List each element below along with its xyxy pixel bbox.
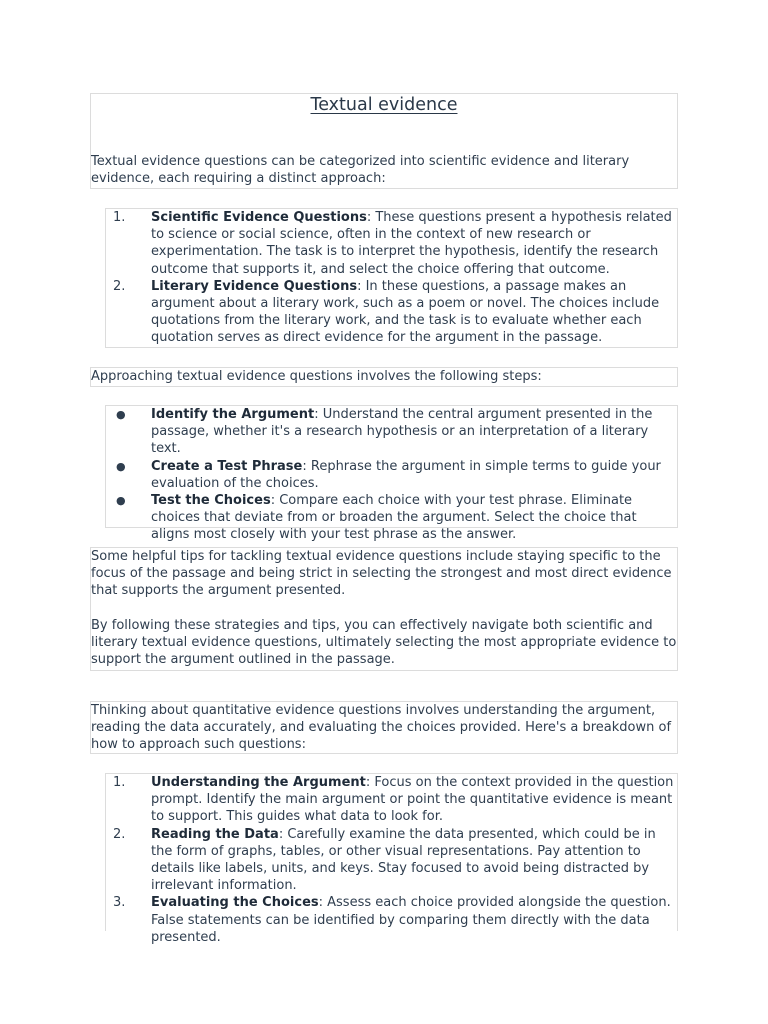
list-item-term: Identify the Argument xyxy=(151,407,315,422)
quant-intro-section xyxy=(90,701,678,754)
steps-list xyxy=(106,406,677,544)
list-number: 2. xyxy=(113,826,126,842)
list-number: 2. xyxy=(113,278,126,294)
list-item xyxy=(106,209,677,278)
list-item xyxy=(106,826,677,895)
evidence-types-list xyxy=(106,209,677,347)
bullet-icon: ● xyxy=(116,459,126,473)
page-title: Textual evidence xyxy=(310,95,458,115)
list-item-term: Scientific Evidence Questions xyxy=(151,210,367,225)
tips-paragraph: Some helpful tips for tackling textual evidence questions include staying specific to the focus of the passage and being strict in selecting the strongest and most direct evidence that supports the argument presented. xyxy=(91,549,672,599)
list-item-term: Create a Test Phrase xyxy=(151,458,303,474)
list-item-term: Test the Choices xyxy=(151,493,271,509)
list-item-text: : Compare each choice with your test phrase. Eliminate choices that deviate from or broaden the argument. Select the choice that aligns most closely with your test phrase as the answer. xyxy=(151,493,637,543)
list-item-term: Reading the Data xyxy=(151,826,279,842)
list-item-term: Literary Evidence Questions xyxy=(151,278,358,294)
list-number: 1. xyxy=(113,210,126,225)
list-item xyxy=(106,406,677,458)
list-item-text: : Carefully examine the data presented, which could be in the form of graphs, tables, or other visual representations. Pay attention to details like labels, units, and keys. Stay focused to avoid being distracted by irrelevant information. xyxy=(151,826,656,894)
list-item xyxy=(106,774,677,826)
steps-intro-section xyxy=(90,367,678,387)
list-item-term: Evaluating the Choices xyxy=(151,895,319,911)
bullet-icon: ● xyxy=(116,408,126,421)
steps-intro: Approaching textual evidence questions involves the following steps: xyxy=(91,369,542,384)
list-item-text: : Assess each choice provided alongside the question. False statements can be identified by comparing them directly with the data presented. xyxy=(151,895,671,945)
steps-section xyxy=(105,405,678,543)
list-number: 1. xyxy=(113,775,126,790)
list-item xyxy=(106,458,677,492)
list-item-text: : Focus on the context provided in the question prompt. Identify the main argument or point the quantitative evidence is meant to support. This guides what data to look for. xyxy=(151,775,674,825)
conclusion-paragraph: By following these strategies and tips, you can effectively navigate both scientific and literary textual evidence questions, ultimately selecting the most appropriate evidence to support the argument outlined in the passage. xyxy=(91,617,677,668)
quant-steps-list xyxy=(106,774,677,946)
list-item-text: : These questions present a hypothesis related to science or social science, often in the context of new research or experimentation. The task is to interpret the hypothesis, identify the research outcome that supports it, and select the choice offering that outcome. xyxy=(151,210,672,277)
tips-section xyxy=(90,547,678,671)
evidence-types-section xyxy=(105,208,678,348)
list-item-text: : Rephrase the argument in simple terms to guide your evaluation of the choices. xyxy=(151,458,661,491)
quant-steps-section xyxy=(105,773,678,945)
list-item-term: Understanding the Argument xyxy=(151,775,366,790)
intro-section xyxy=(90,93,678,189)
list-item xyxy=(106,894,677,946)
bullet-icon: ● xyxy=(116,494,126,508)
quant-intro: Thinking about quantitative evidence questions involves understanding the argument, reading the data accurately, and evaluating the choices provided. Here's a breakdown of how to approach such questions: xyxy=(91,703,672,753)
list-number: 3. xyxy=(113,895,126,911)
list-item xyxy=(106,278,677,347)
intro-paragraph: Textual evidence questions can be categorized into scientific evidence and literary evidence, each requiring a distinct approach: xyxy=(91,154,630,187)
list-item xyxy=(106,492,677,544)
list-item-text: : In these questions, a passage makes an argument about a literary work, such as a poem or novel. The choices include quotations from the literary work, and the task is to evaluate whether each quotation serves as direct evidence for the argument in the passage. xyxy=(151,278,660,346)
list-item-text: : Understand the central argument presented in the passage, whether it's a research hypothesis or an interpretation of a literary text. xyxy=(151,407,653,457)
